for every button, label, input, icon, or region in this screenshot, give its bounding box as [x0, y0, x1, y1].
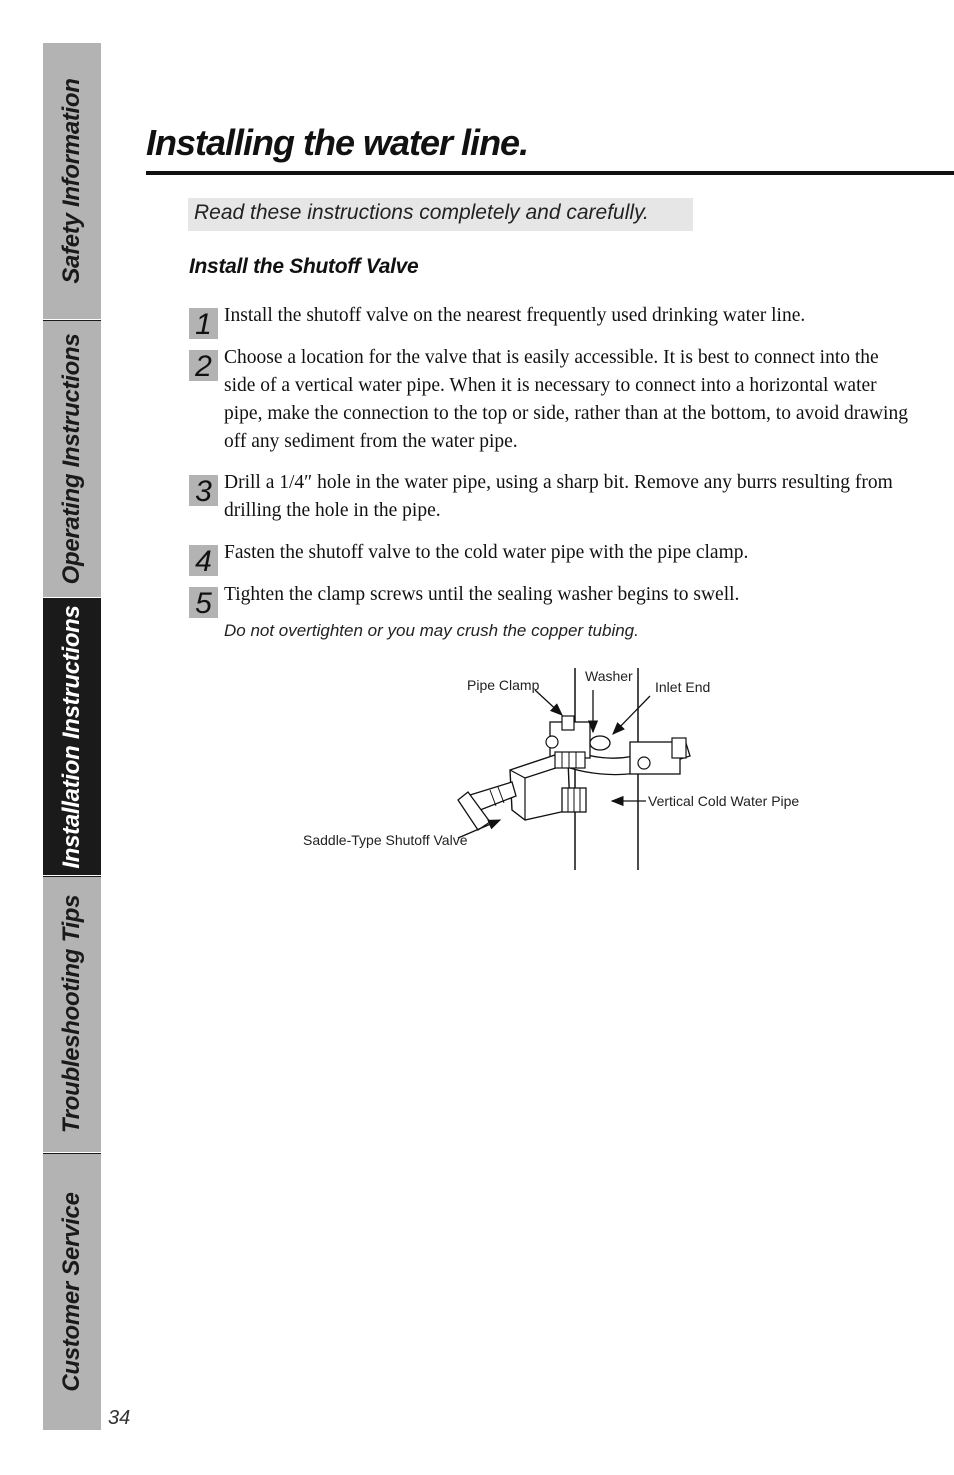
tab-divider [43, 1153, 101, 1154]
tab-divider [43, 876, 101, 877]
step-number: 3 [189, 475, 218, 506]
step-text: Install the shutoff valve on the nearest frequently used drinking water line. [224, 305, 806, 326]
tab-installation-instructions[interactable] [43, 598, 101, 876]
page-number: 34 [108, 1407, 131, 1429]
step-number: 5 [189, 587, 218, 618]
label-saddle-type-shutoff-valve: Saddle-Type Shutoff Valve [303, 832, 468, 848]
step-number: 1 [189, 308, 218, 339]
step-text: Drill a 1/4″ hole in the water pipe, using a sharp bit. Remove any burrs resulting from drilling the hole in the pipe. [224, 472, 893, 521]
tab-operating-instructions[interactable] [43, 320, 101, 598]
step-text: Tighten the clamp screws until the sealing washer begins to swell. [224, 584, 740, 605]
tab-label: Customer Service [58, 1191, 85, 1392]
tab-customer-service[interactable] [43, 1153, 101, 1431]
tab-label: Operating Instructions [58, 333, 85, 584]
title-rule [146, 171, 954, 175]
label-vertical-cold-water-pipe: Vertical Cold Water Pipe [648, 793, 800, 809]
tab-safety-information[interactable] [43, 43, 101, 320]
tab-label: Troubleshooting Tips [58, 894, 85, 1134]
step-text: Choose a location for the valve that is easily accessible. It is best to connect into the side of a vertical water pipe. When it is necessary to connect into a horizontal water pipe, make the connection to the top or side, rather than at the bottom, to avoid drawing off any sediment from the water pipe. [224, 347, 908, 452]
page-title: Installing the water line. [146, 122, 529, 163]
tab-divider [43, 320, 101, 321]
tab-troubleshooting-tips[interactable] [43, 876, 101, 1153]
tab-label: Safety Information [58, 78, 85, 284]
section-tabs [43, 43, 101, 1431]
step-number: 2 [189, 350, 218, 381]
label-washer: Washer [585, 668, 633, 684]
label-pipe-clamp: Pipe Clamp [467, 677, 540, 693]
step-number: 4 [189, 545, 218, 576]
shutoff-valve-diagram [300, 660, 800, 875]
label-inlet-end: Inlet End [655, 679, 711, 695]
step-text: Fasten the shutoff valve to the cold water pipe with the pipe clamp. [224, 542, 749, 563]
caution-note: Do not overtighten or you may crush the copper tubing. [224, 621, 639, 640]
section-heading: Install the Shutoff Valve [189, 255, 419, 278]
notice-banner: Read these instructions completely and carefully. [188, 198, 693, 231]
tab-label: Installation Instructions [58, 604, 85, 869]
